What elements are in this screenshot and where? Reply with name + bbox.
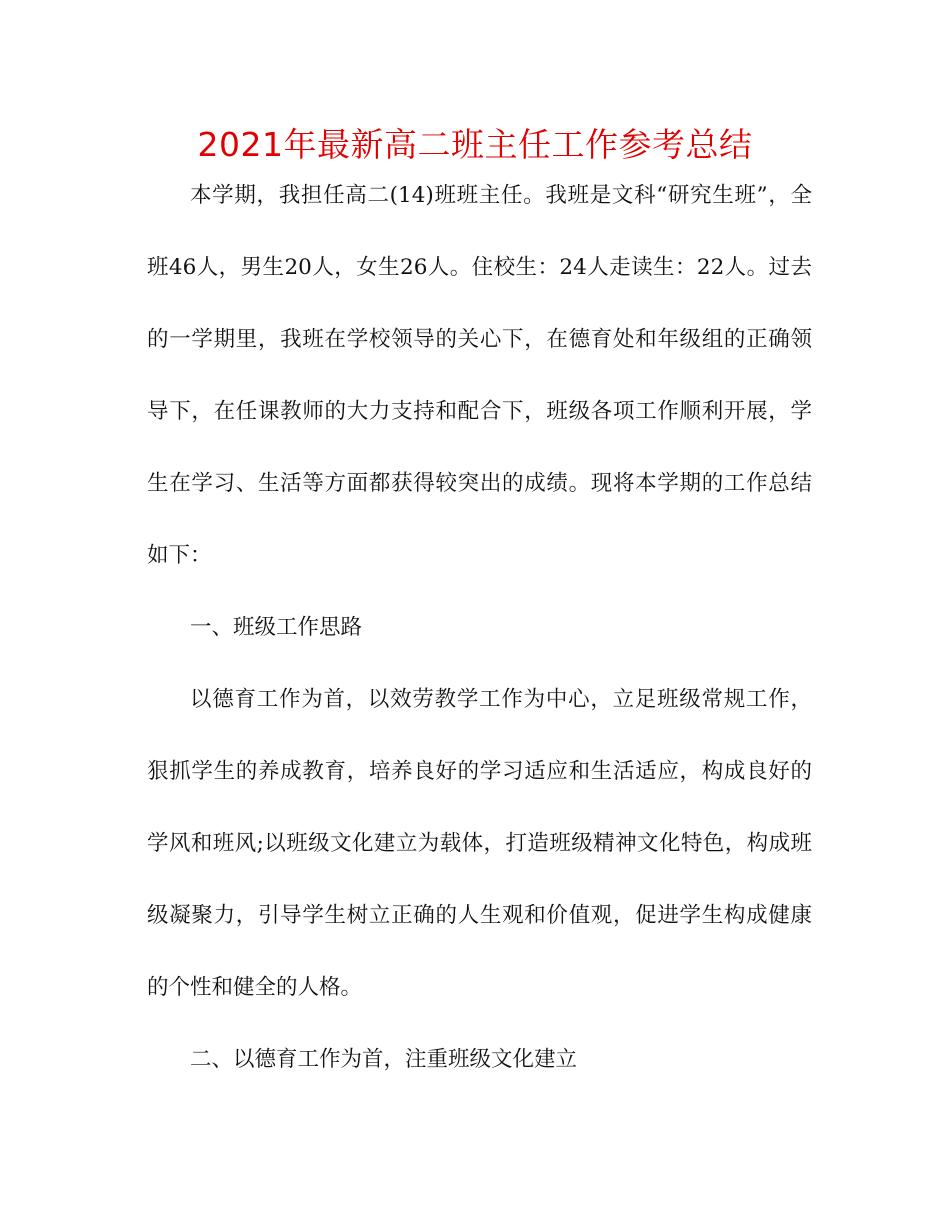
document-title: 2021年最新高二班主任工作参考总结 [197, 125, 753, 164]
paragraph-intro: 本学期，我担任高二(14)班班主任。我班是文科“研究生班”，全班46人，男生20人，女生26人。住校生：24人走读生：22人。过去的一学期里，我班在学校领导的关心下，在德育处和年级组的正确领导下，在任课教师的大力支持和配合下，班级各项工作顺利开展，学生在学习、生活等方面都获得较突出的成绩。现将本学期的工作总结如下： [147, 183, 812, 568]
document-body [147, 160, 812, 1096]
paragraph-work-ideas: 以德育工作为首，以效劳教学工作为中心，立足班级常规工作，狠抓学生的养成教育，培养良好的学习适应和生活适应，构成良好的学风和班风;以班级文化建立为载体，打造班级精神文化特色，构成班级凝聚力，引导学生树立正确的人生观和价值观，促进学生构成健康的个性和健全的人格。 [147, 687, 812, 1000]
section-heading-2: 二、以德育工作为首，注重班级文化建立 [190, 1047, 578, 1072]
section-heading-1: 一、班级工作思路 [190, 615, 363, 640]
